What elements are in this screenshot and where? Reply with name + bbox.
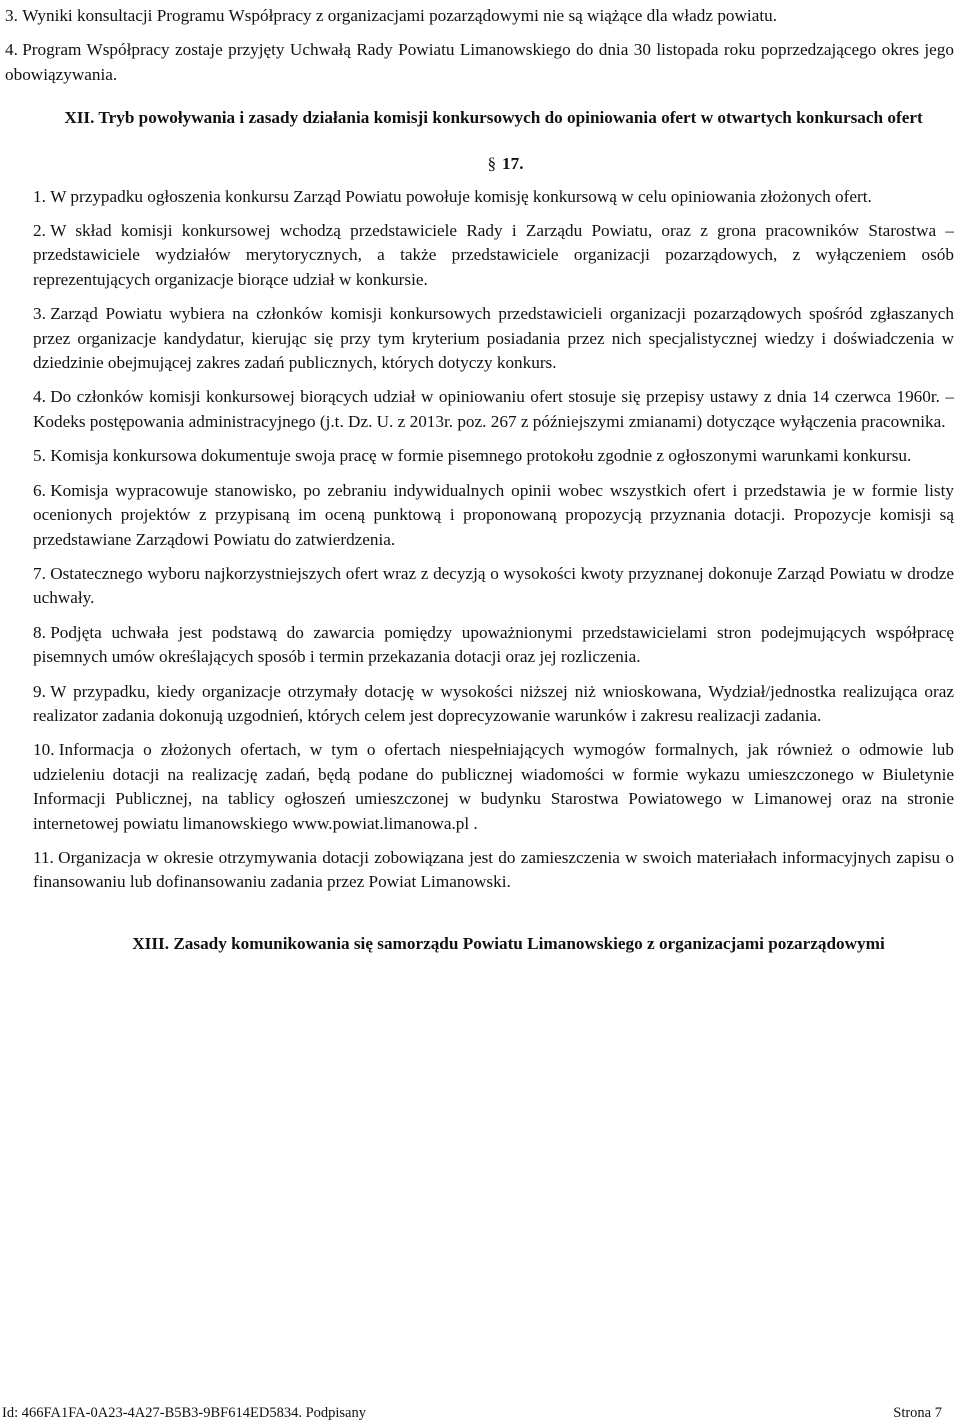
item-number: 9.	[33, 681, 46, 701]
item-number: 4.	[33, 387, 46, 407]
item-text: Organizacja w okresie otrzymywania dotacji zobowiązana jest do zamieszczenia w swoich materiałach informacyjnych zapisu o finansowaniu lub dofinansowaniu zadania przez Powiat Limanowski.	[33, 847, 954, 892]
document-id: Id: 466FA1FA-0A23-4A27-B5B3-9BF614ED5834. Podpisany	[2, 1405, 366, 1421]
list-item	[33, 219, 954, 292]
item-text: Informacja o złożonych ofertach, w tym o ofertach niespełniających wymogów formalnych, jak również o odmowie lub udzieleniu dotacji na realizację zadań, będą podane do publicznej wiadomości w formie wykazu umieszczonego w Biuletynie Informacji Publicznej, na tablicy ogłoszeń umieszczonej w budynku Starostwa Powiatowego w Limanowej oraz na stronie internetowej powiatu limanowskiego www.powiat.limanowa.pl .	[33, 740, 954, 833]
section-roman: XII.	[64, 108, 95, 128]
section-heading-xiii	[33, 931, 954, 956]
list-item	[33, 562, 954, 611]
section-title: Tryb powoływania i zasady działania komisji konkursowych do opiniowania ofert w otwartych konkursach ofert	[98, 108, 923, 128]
item-text: Ostatecznego wyboru najkorzystniejszych ofert wraz z decyzją o wysokości kwoty przyznanej dokonuje Zarząd Powiatu w drodze uchwały.	[33, 563, 954, 608]
item-text: Podjęta uchwała jest podstawą do zawarcia pomiędzy upoważnionymi przedstawicielami stron podejmujących współpracę pisemnych umów określających sposób i termin przekazania dotacji oraz jej rozliczenia.	[33, 622, 954, 667]
list-item	[33, 385, 954, 434]
section-sign-icon: §	[487, 154, 497, 174]
item-number: 11.	[33, 847, 54, 867]
item-number: 3.	[33, 304, 46, 324]
item-number: 1.	[33, 186, 46, 206]
item-text: Wyniki konsultacji Programu Współpracy z organizacjami pozarządowymi nie są wiążące dla władz powiatu.	[22, 6, 777, 25]
item-number: 6.	[33, 480, 46, 500]
list-item	[33, 621, 954, 670]
list-item	[33, 680, 954, 729]
item-number: 2.	[33, 221, 46, 241]
list-item	[33, 846, 954, 895]
item-text: W skład komisji konkursowej wchodzą przedstawiciele Rady i Zarządu Powiatu, oraz z grona pracowników Starostwa – przedstawiciele wydziałów merytorycznych, a także przedstawiciele organizacji pozarządowych, z wyłączeniem osób reprezentujących organizacje biorące udział w konkursie.	[33, 221, 954, 289]
item-text: Program Współpracy zostaje przyjęty Uchwałą Rady Powiatu Limanowskiego do dnia 30 listopada roku poprzedzającego okres jego obowiązywania.	[5, 40, 954, 84]
item-text: W przypadku, kiedy organizacje otrzymały dotację w wysokości niższej niż wnioskowana, Wydział/jednostka realizująca oraz realizator zadania dokonują uzgodnień, których celem jest doprecyzowanie warunków i zakresu realizacji zadania.	[33, 681, 954, 725]
item-text: Komisja wypracowuje stanowisko, po zebraniu indywidualnych opinii wobec wszystkich ofert i przedstawia je w formie listy ocenionych projektów z przypisaną im oceną punktową i proponowaną propozycją przyznania dotacji. Propozycje komisji są przedstawiane Zarządowi Powiatu do zatwierdzenia.	[33, 480, 954, 549]
page-number: Strona 7	[893, 1405, 942, 1421]
item-number: 7.	[33, 563, 46, 583]
item-text: Komisja konkursowa dokumentuje swoja pracę w formie pisemnego protokołu zgodnie z ogłoszonymi warunkami konkursu.	[50, 446, 912, 466]
list-item	[33, 185, 954, 209]
section-title: Zasady komunikowania się samorządu Powiatu Limanowskiego z organizacjami pozarządowymi	[173, 933, 885, 953]
section-heading-xii	[33, 105, 954, 130]
list-item	[33, 738, 954, 836]
section-roman: XIII.	[132, 933, 170, 953]
paragraph-mark	[33, 152, 954, 176]
item-number: 8.	[33, 622, 46, 642]
list-item	[5, 38, 954, 87]
list-item	[33, 302, 954, 375]
item-text: W przypadku ogłoszenia konkursu Zarząd Powiatu powołuje komisję konkursową w celu opiniowania złożonych ofert.	[50, 186, 872, 206]
list-item	[5, 4, 954, 28]
paragraph-number: 17.	[502, 154, 524, 174]
list-item	[33, 444, 954, 468]
item-number: 4.	[5, 40, 18, 60]
item-number: 3.	[5, 6, 18, 25]
item-text: Zarząd Powiatu wybiera na członków komisji konkursowych przedstawicieli organizacji pozarządowych spośród zgłaszanych przez organizacje kandydatur, kierując się przy tym kryterium posiadania przez nich specjalistycznej wiedzy i doświadczenia w dziedzinie obejmującej zakres zadań publicznych, których dotyczy konkurs.	[33, 304, 954, 373]
item-number: 10.	[33, 740, 55, 760]
item-number: 5.	[33, 446, 46, 466]
list-item	[33, 479, 954, 552]
item-text: Do członków komisji konkursowej biorących udział w opiniowaniu ofert stosuje się przepisy ustawy z dnia 14 czerwca 1960r. – Kodeks postępowania administracyjnego (j.t. Dz. U. z 2013r. poz. 267 z późniejszymi zmianami) dotyczące wyłączenia pracownika.	[33, 387, 954, 431]
